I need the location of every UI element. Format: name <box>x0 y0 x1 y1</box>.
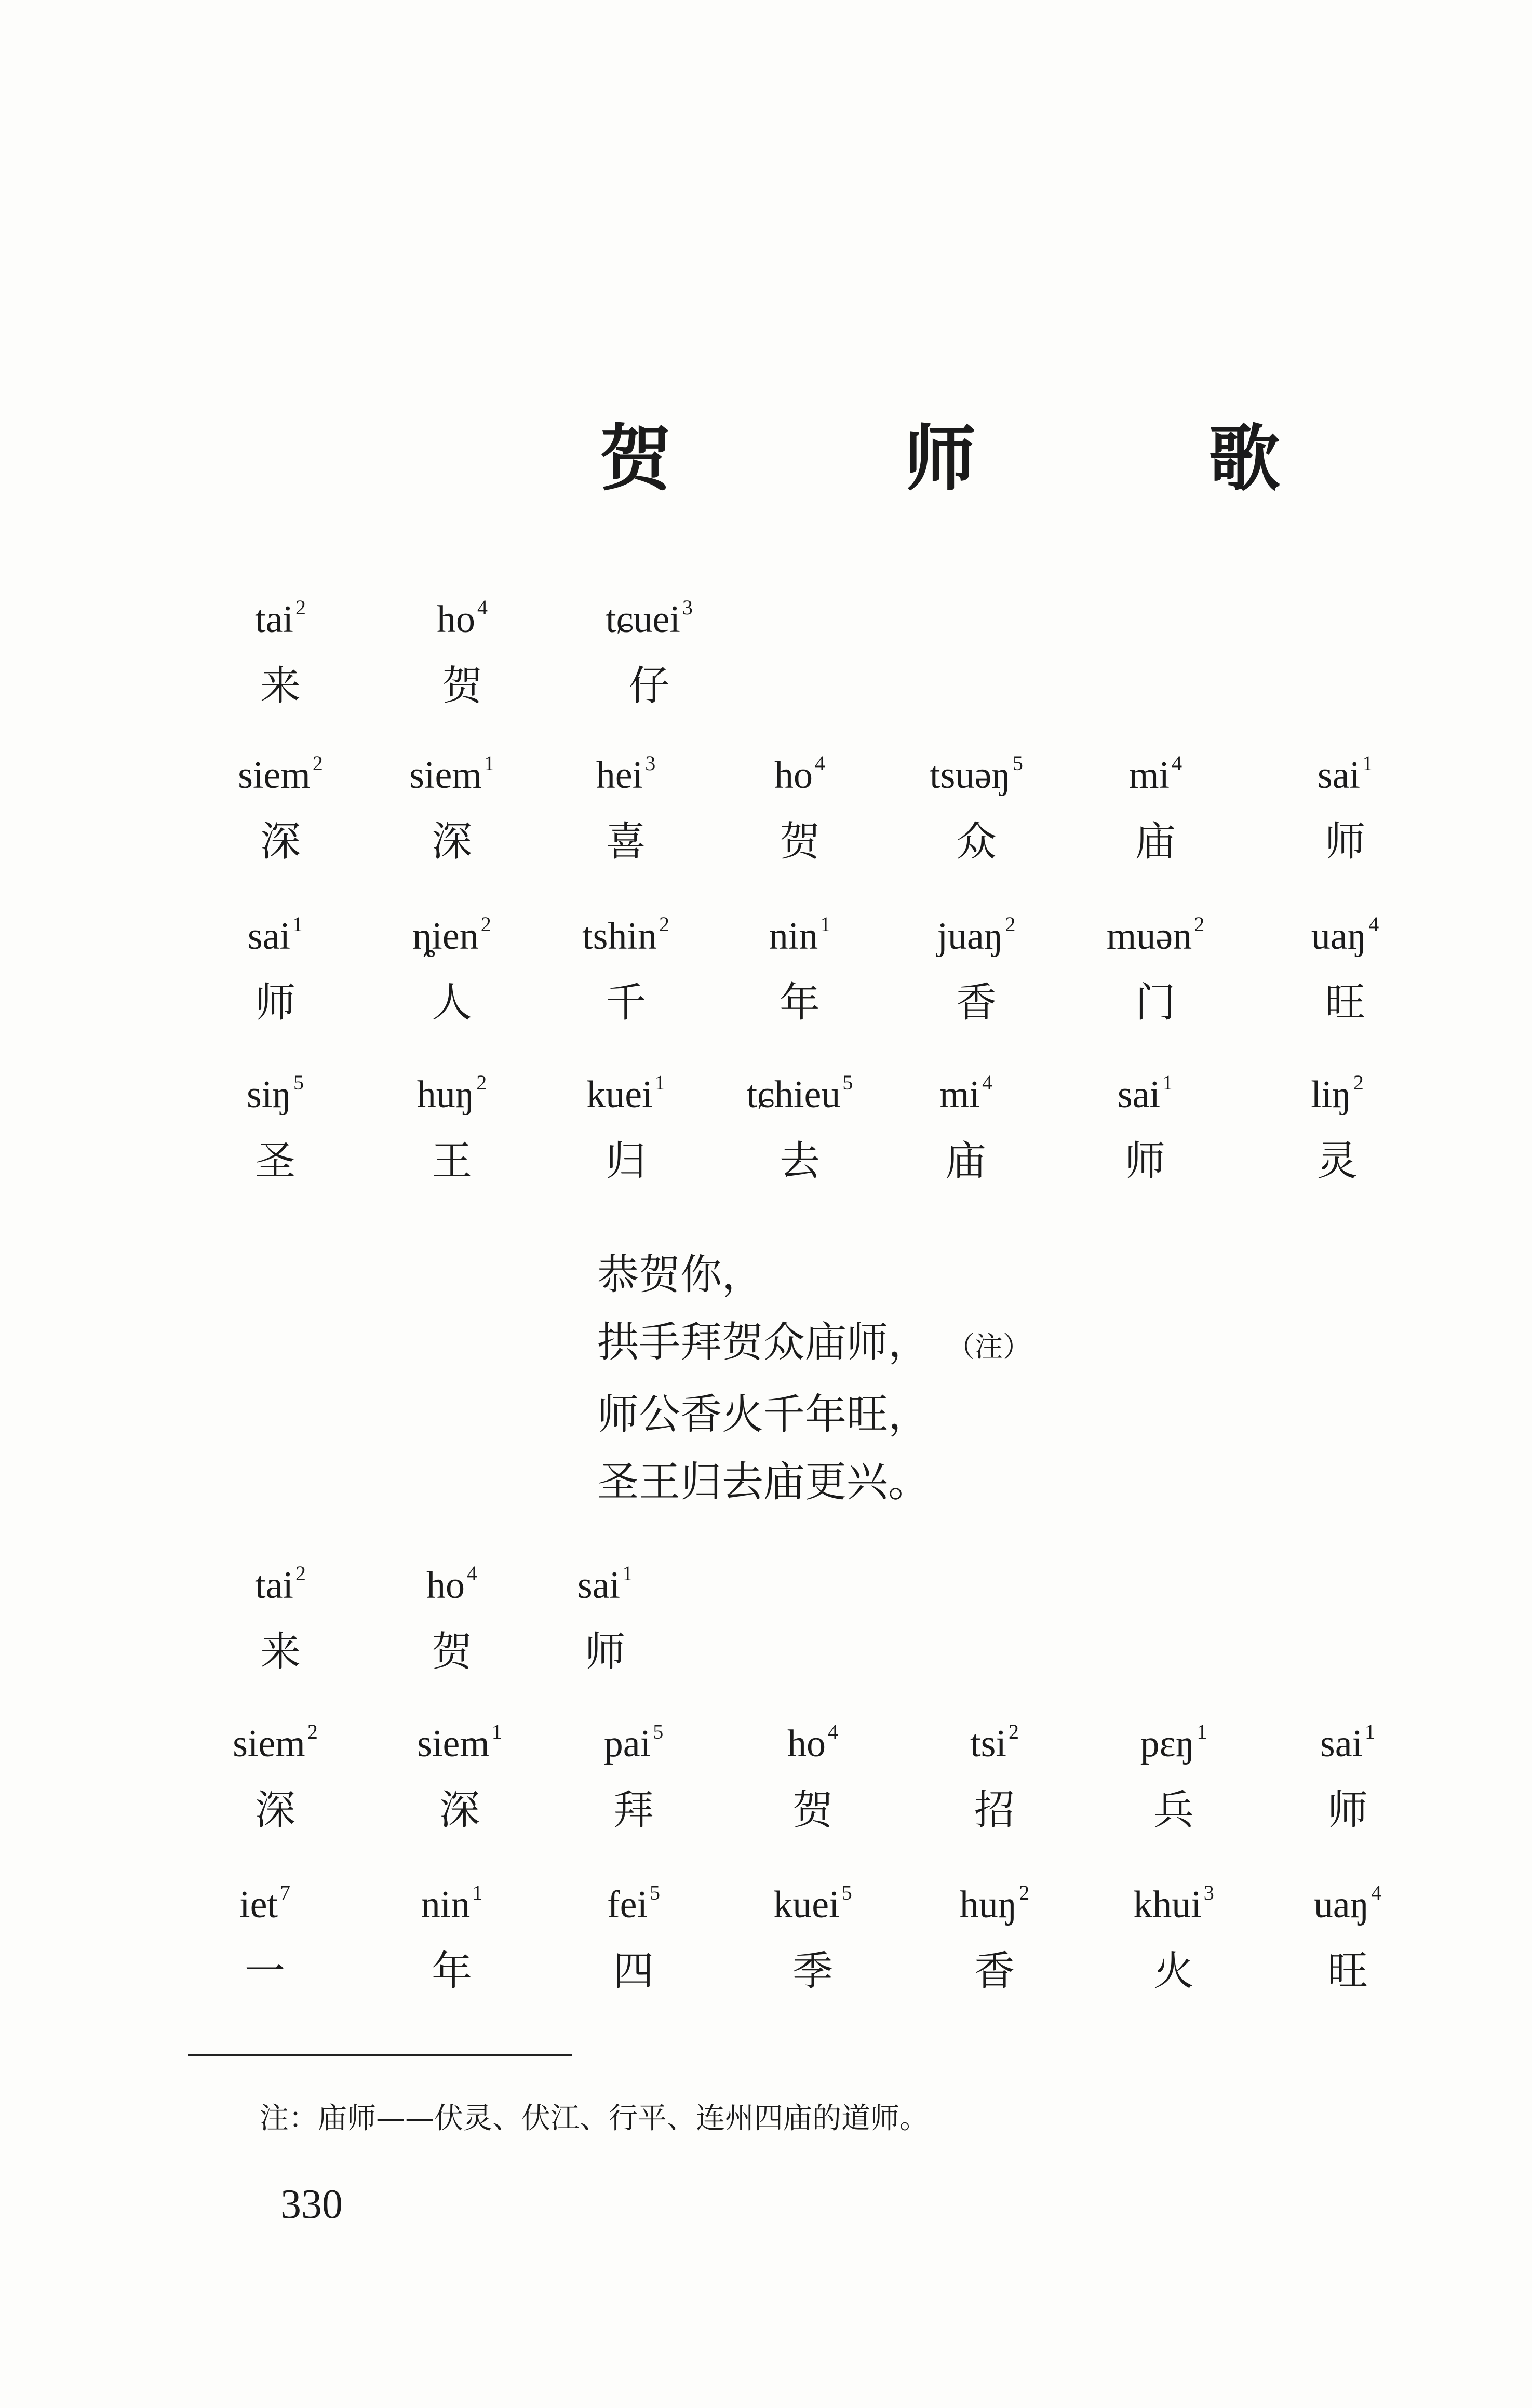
hanzi: 贺 <box>779 818 820 865</box>
word-cell <box>179 1872 351 1995</box>
romanization: liŋ $^2$ <box>1311 1071 1364 1116</box>
verse-line-1: 恭贺你， <box>597 1250 763 1299</box>
romanization: sai $^1$ <box>1320 1720 1376 1765</box>
hanzi: 火 <box>1153 1948 1194 1995</box>
word-cell <box>891 904 1062 1024</box>
verse-block <box>597 1241 1031 1516</box>
verse-line-2-text: 拱手拜贺众庙师， <box>597 1318 930 1366</box>
hanzi: 人 <box>431 979 472 1026</box>
word-cell <box>714 1062 885 1185</box>
hanzi: 年 <box>779 979 820 1026</box>
note-reference: （注） <box>961 1330 1031 1363</box>
hanzi: 众 <box>956 818 997 865</box>
hanzi: 招 <box>974 1787 1015 1834</box>
stanza2-line-2 <box>0 1711 1532 1867</box>
romanization: iet $^7$ <box>239 1881 290 1926</box>
hanzi: 师 <box>254 979 295 1026</box>
romanization: siem $^1$ <box>409 751 494 797</box>
romanization: kuei $^1$ <box>586 1071 665 1116</box>
word-cell <box>1262 1711 1433 1834</box>
word-cell <box>909 1711 1080 1834</box>
hanzi: 庙 <box>1135 818 1176 865</box>
hanzi: 贺 <box>792 1787 833 1834</box>
hanzi: 王 <box>431 1138 472 1185</box>
word-cell <box>563 587 735 707</box>
word-cell <box>190 1062 361 1185</box>
romanization: sai $^1$ <box>1317 751 1373 797</box>
word-cell <box>1259 904 1431 1024</box>
verse-line-2 <box>597 1309 1031 1381</box>
romanization: ho $^4$ <box>774 751 825 797</box>
romanization: uaŋ $^4$ <box>1311 912 1379 958</box>
word-cell <box>366 743 537 863</box>
word-cell <box>366 1062 537 1185</box>
romanization: tshin $^2$ <box>582 912 669 958</box>
hanzi: 深 <box>439 1787 480 1834</box>
word-cell <box>1088 1711 1259 1834</box>
word-cell <box>1262 1872 1433 1995</box>
verse-line-3: 师公香火千年旺， <box>597 1390 930 1438</box>
word-cell <box>1070 904 1241 1024</box>
song-title: 贺 师 歌 <box>600 417 1385 501</box>
hanzi: 四 <box>613 1948 654 1995</box>
hanzi: 归 <box>605 1138 646 1185</box>
romanization: tsuəŋ $^5$ <box>930 751 1023 797</box>
romanization: tai $^2$ <box>255 1562 306 1607</box>
romanization: nin $^1$ <box>421 1881 483 1926</box>
stanza2-line-1 <box>0 1553 1532 1709</box>
page-number: 330 <box>280 2182 343 2227</box>
romanization: juaŋ $^2$ <box>937 912 1016 958</box>
stanza1-line-1 <box>0 587 1532 743</box>
word-cell <box>366 1553 537 1673</box>
hanzi: 师 <box>1327 1787 1368 1834</box>
romanization: ho $^4$ <box>787 1720 838 1765</box>
romanization: hei $^3$ <box>596 751 656 797</box>
word-cell <box>540 1062 711 1185</box>
romanization: nin $^1$ <box>769 912 831 958</box>
romanization: kuei $^5$ <box>773 1881 852 1926</box>
word-cell <box>195 1553 366 1673</box>
word-cell <box>548 1872 719 1995</box>
word-cell <box>1088 1872 1259 1995</box>
romanization: siem $^2$ <box>233 1720 318 1765</box>
hanzi: 兵 <box>1153 1787 1194 1834</box>
hanzi: 贺 <box>441 663 482 709</box>
hanzi: 深 <box>260 818 301 865</box>
romanization: huŋ $^2$ <box>416 1071 487 1116</box>
hanzi: 庙 <box>945 1138 986 1185</box>
word-cell <box>190 904 361 1024</box>
romanization: muən $^2$ <box>1106 912 1205 958</box>
hanzi: 深 <box>254 1787 295 1834</box>
word-cell <box>1252 1062 1423 1185</box>
word-cell <box>195 587 366 707</box>
word-cell <box>190 1711 361 1834</box>
hanzi: 旺 <box>1324 979 1365 1026</box>
romanization: tsi $^2$ <box>970 1720 1019 1765</box>
word-cell <box>727 1872 898 1995</box>
romanization: pai $^5$ <box>603 1720 664 1765</box>
hanzi: 圣 <box>254 1138 295 1185</box>
hanzi: 旺 <box>1327 1948 1368 1995</box>
stanza2-line-3 <box>0 1872 1532 2028</box>
hanzi: 拜 <box>613 1787 654 1834</box>
word-cell <box>1259 743 1431 863</box>
word-cell <box>195 743 366 863</box>
verse-line-4: 圣王归去庙更兴。 <box>597 1458 930 1506</box>
word-cell <box>540 743 711 863</box>
romanization: siem $^1$ <box>417 1720 502 1765</box>
hanzi: 来 <box>260 1629 301 1675</box>
romanization: mi $^4$ <box>939 1071 993 1116</box>
word-cell <box>374 1711 545 1834</box>
stanza1-line-2 <box>0 743 1532 898</box>
romanization: ho $^4$ <box>426 1562 477 1607</box>
romanization: ȵien $^2$ <box>412 912 491 958</box>
romanization: sai $^1$ <box>247 912 303 958</box>
romanization: mi $^4$ <box>1128 751 1182 797</box>
hanzi: 季 <box>792 1948 833 1995</box>
hanzi: 千 <box>605 979 646 1026</box>
romanization: pɛŋ $^1$ <box>1140 1720 1207 1765</box>
hanzi: 来 <box>260 663 301 709</box>
word-cell <box>366 1872 537 1995</box>
hanzi: 灵 <box>1316 1138 1358 1185</box>
romanization: uaŋ $^4$ <box>1313 1881 1382 1926</box>
word-cell <box>880 1062 1052 1185</box>
word-cell <box>366 904 537 1024</box>
hanzi: 一 <box>244 1948 285 1995</box>
romanization: tɕuei $^3$ <box>606 596 693 641</box>
word-cell <box>891 743 1062 863</box>
romanization: sai $^1$ <box>577 1562 633 1607</box>
word-cell <box>714 904 885 1024</box>
romanization: ho $^4$ <box>437 596 488 641</box>
hanzi: 门 <box>1135 979 1176 1026</box>
hanzi: 香 <box>956 979 997 1026</box>
word-cell <box>519 1553 691 1673</box>
hanzi: 香 <box>974 1948 1015 1995</box>
romanization: khui $^3$ <box>1133 1881 1214 1926</box>
hanzi: 师 <box>1124 1138 1165 1185</box>
stanza1-line-3 <box>0 904 1532 1059</box>
word-cell <box>1059 1062 1231 1185</box>
word-cell <box>377 587 548 707</box>
hanzi: 喜 <box>605 818 646 865</box>
word-cell <box>548 1711 719 1834</box>
word-cell <box>714 743 885 863</box>
romanization: huŋ $^2$ <box>959 1881 1030 1926</box>
romanization: siŋ $^5$ <box>247 1071 304 1116</box>
romanization: siem $^2$ <box>238 751 323 797</box>
hanzi: 去 <box>779 1138 820 1185</box>
hanzi: 师 <box>584 1629 625 1675</box>
footnote-divider <box>188 2054 572 2056</box>
romanization: tɕhieu $^5$ <box>746 1071 853 1116</box>
romanization: fei $^5$ <box>607 1881 661 1926</box>
word-cell <box>909 1872 1080 1995</box>
hanzi: 年 <box>431 1948 472 1995</box>
hanzi: 仔 <box>628 663 669 709</box>
romanization: tai $^2$ <box>255 596 306 641</box>
hanzi: 师 <box>1324 818 1365 865</box>
romanization: sai $^1$ <box>1117 1071 1173 1116</box>
word-cell <box>727 1711 898 1834</box>
hanzi: 贺 <box>431 1629 472 1675</box>
footnote: 注：庙师——伏灵、伏江、行平、连州四庙的道师。 <box>260 2102 929 2135</box>
word-cell <box>1070 743 1241 863</box>
hanzi: 深 <box>431 818 472 865</box>
word-cell <box>540 904 711 1024</box>
stanza1-line-4 <box>0 1062 1532 1218</box>
